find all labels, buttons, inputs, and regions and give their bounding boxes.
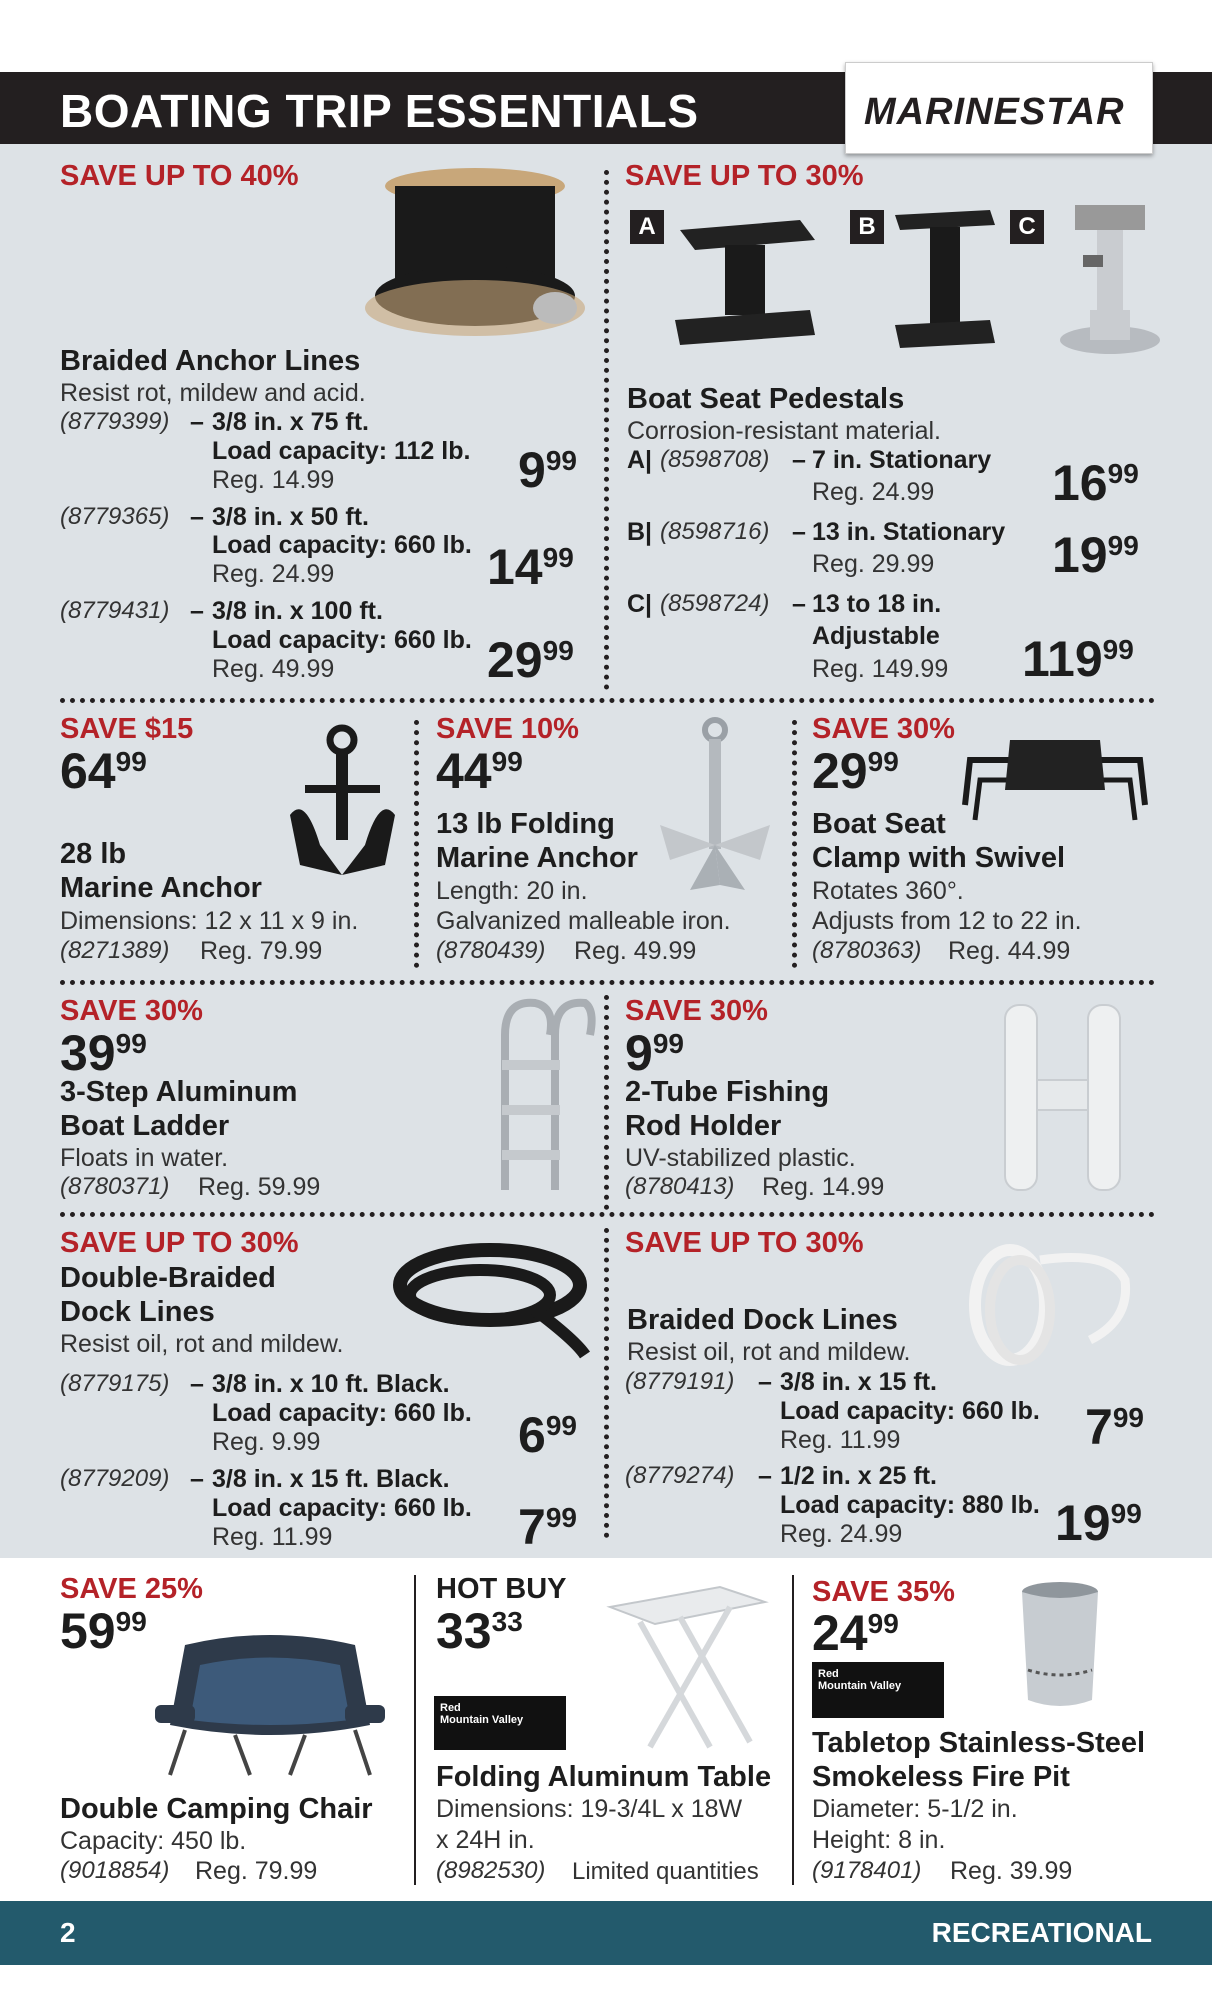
save-badge: SAVE 30% [812,713,955,745]
save-badge: SAVE 30% [625,995,768,1027]
product-name: 2-Tube Fishing [625,1076,830,1108]
sku: (8780439) [436,937,546,964]
sku: (8779191) [625,1368,735,1395]
option-capacity: Load capacity: 112 lb. [212,437,471,465]
product-name-line2: Marine Anchor [436,842,638,874]
product-description: Diameter: 5-1/2 in. [812,1795,1018,1823]
brand-logo-line1: Red [440,1702,461,1714]
divider [792,1575,794,1885]
product-name-line2: Smokeless Fire Pit [812,1761,1070,1793]
sale-price: $29^{99}$ [487,632,574,688]
dash: – [792,446,806,474]
sku: (8779431) [60,597,170,624]
regular-price: Reg. 44.99 [948,937,1071,965]
dash: – [190,1465,204,1493]
product-description: Length: 20 in. [436,877,588,905]
dash: – [190,597,204,625]
save-badge: SAVE UP TO 40% [60,160,299,192]
product-description: Dimensions: 12 x 11 x 9 in. [60,907,359,935]
sale-price: $39^{99}$ [60,1025,147,1081]
page-footer [0,1901,1212,1965]
option-size: 13 in. Stationary [812,518,1006,546]
sku: (9178401) [812,1857,922,1884]
regular-price: Reg. 24.99 [212,560,335,588]
product-description: Floats in water. [60,1144,229,1172]
divider [604,995,609,1210]
option-capacity: Load capacity: 660 lb. [212,531,472,559]
dash: – [758,1368,772,1396]
regular-price: Reg. 29.99 [812,550,935,578]
product-name-line2: Marine Anchor [60,872,262,904]
dash: – [758,1462,772,1490]
option-b-label: B [850,210,884,244]
product-description-line2: Galvanized malleable iron. [436,907,731,935]
option-a-label: A [630,210,664,244]
product-description-line2: x 24H in. [436,1826,535,1854]
sku: (8982530) [436,1857,546,1884]
divider [60,698,1155,703]
divider [792,720,797,968]
option-size: 3/8 in. x 15 ft. [780,1368,938,1396]
regular-price: Reg. 14.99 [212,466,335,494]
product-name: 28 lb [60,838,127,870]
brand-logo-red-mountain-valley [812,1662,944,1718]
option-size: 3/8 in. x 15 ft. Black. [212,1465,450,1493]
product-name: Double Camping Chair [60,1793,373,1825]
sku: (8780371) [60,1173,170,1200]
save-badge: SAVE 25% [60,1573,203,1605]
product-name-line2: Clamp with Swivel [812,842,1065,874]
option-size: 7 in. Stationary [812,446,992,474]
rod-holder-image [1000,1000,1130,1195]
product-name-line2: Dock Lines [60,1296,215,1328]
regular-price: Reg. 39.99 [950,1857,1073,1885]
save-badge: SAVE 30% [60,995,203,1027]
hot-buy-badge: HOT BUY [436,1573,567,1605]
dash: – [190,408,204,436]
sale-price: $7^{99}$ [518,1499,577,1555]
product-name: Double-Braided [60,1262,276,1294]
page-number: 2 [60,1917,76,1948]
sale-price: $29^{99}$ [812,743,899,799]
product-description: UV-stabilized plastic. [625,1144,856,1172]
divider [414,720,419,968]
product-name: Braided Anchor Lines [60,345,361,377]
divider [60,1212,1155,1217]
option-size-line2: Adjustable [812,622,940,650]
sale-price: $59^{99}$ [60,1603,147,1659]
sale-price: $33^{33}$ [436,1603,523,1659]
dash: – [190,1370,204,1398]
sku: (9018854) [60,1857,170,1884]
product-description: Resist oil, rot and mildew. [627,1338,911,1366]
sale-price: $9^{99}$ [518,442,577,498]
option-size: 13 to 18 in. [812,590,942,618]
product-description: Capacity: 450 lb. [60,1827,247,1855]
product-description: Resist rot, mildew and acid. [60,379,366,407]
sale-price: $19^{99}$ [1052,527,1139,583]
sale-price: $24^{99}$ [812,1605,899,1661]
sku: (8598708) [660,446,770,473]
sale-price: $6^{99}$ [518,1407,577,1463]
save-badge: SAVE 35% [812,1576,955,1608]
pedestal-c-image [1055,200,1165,360]
pedestal-a-image [670,210,820,350]
option-capacity: Load capacity: 880 lb. [780,1491,1040,1519]
regular-price: Reg. 24.99 [780,1520,903,1548]
anchor-line-spool-image [365,168,595,338]
brand-logo [845,62,1153,154]
boat-ladder-image [480,995,595,1195]
product-name: 13 lb Folding [436,808,615,840]
seat-clamp-image [955,735,1155,830]
sku: (8598724) [660,590,770,617]
product-name: Boat Seat Pedestals [627,383,905,415]
sale-price: $14^{99}$ [487,539,574,595]
dash: – [190,503,204,531]
product-description: Corrosion-resistant material. [627,417,941,445]
option-size: 3/8 in. x 100 ft. [212,597,383,625]
sale-price: $16^{99}$ [1052,455,1139,511]
sale-price: $44^{99}$ [436,743,523,799]
save-badge: SAVE UP TO 30% [60,1227,299,1259]
regular-price: Reg. 149.99 [812,655,949,683]
folding-anchor-image [650,715,780,895]
sale-price: $19^{99}$ [1055,1495,1142,1551]
regular-price: Reg. 79.99 [195,1857,318,1885]
brand-logo-red-mountain-valley [434,1696,566,1750]
sale-price: $119^{99}$ [1022,631,1134,687]
sku: (8779365) [60,503,170,530]
divider [60,980,1155,985]
regular-price: Reg. 14.99 [762,1173,885,1201]
marine-anchor-image [280,725,405,895]
product-description: Resist oil, rot and mildew. [60,1330,344,1358]
product-name: 3-Step Aluminum [60,1076,298,1108]
sale-price: $9^{99}$ [625,1025,684,1081]
option-capacity: Load capacity: 660 lb. [212,1494,472,1522]
sku: (8779399) [60,408,170,435]
option-c-label: C [1010,210,1044,244]
option-size: 3/8 in. x 10 ft. Black. [212,1370,450,1398]
brand-logo-text: MARINESTAR [864,91,1125,133]
product-description-line2: Height: 8 in. [812,1826,946,1854]
product-name: Boat Seat [812,808,946,840]
product-description: Dimensions: 19-3/4L x 18W [436,1795,743,1823]
sale-price: $7^{99}$ [1085,1399,1144,1455]
sku: (8779175) [60,1370,170,1397]
double-dock-line-image [385,1230,595,1360]
dash: – [792,590,806,618]
product-name: Tabletop Stainless-Steel [812,1727,1146,1759]
option-capacity: Load capacity: 660 lb. [212,1399,472,1427]
page-title: BOATING TRIP ESSENTIALS [60,85,699,137]
product-name: Braided Dock Lines [627,1304,898,1336]
folding-table-image [600,1582,770,1752]
brand-logo-line1: Red [818,1668,839,1680]
regular-price: Reg. 49.99 [212,655,335,683]
option-capacity: Load capacity: 660 lb. [780,1397,1040,1425]
product-name: Folding Aluminum Table [436,1761,772,1793]
option-size: 3/8 in. x 75 ft. [212,408,370,436]
sku: (8271389) [60,937,170,964]
regular-price: Reg. 9.99 [212,1428,321,1456]
fire-pit-image [1010,1580,1110,1715]
option-letter: B| [627,518,653,546]
camping-chair-image [155,1630,385,1780]
regular-price: Reg. 49.99 [574,937,697,965]
sku: (8780413) [625,1173,735,1200]
product-description-line2: Adjusts from 12 to 22 in. [812,907,1082,935]
product-name-line2: Rod Holder [625,1110,782,1142]
divider [604,170,609,690]
regular-price: Reg. 11.99 [780,1426,901,1454]
sku: (8780363) [812,937,922,964]
option-capacity: Load capacity: 660 lb. [212,626,472,654]
sku: (8779209) [60,1465,170,1492]
sku: (8598716) [660,518,770,545]
regular-price: Reg. 79.99 [200,937,323,965]
regular-price: Reg. 24.99 [812,478,935,506]
dash: – [792,518,806,546]
sku: (8779274) [625,1462,735,1489]
sale-price: $64^{99}$ [60,743,147,799]
regular-price: Reg. 11.99 [212,1523,333,1551]
save-badge: SAVE $15 [60,713,194,745]
limited-quantities-note: Limited quantities [572,1858,759,1885]
braided-dock-line-image [960,1240,1135,1380]
product-description: Rotates 360°. [812,877,964,905]
option-letter: A| [627,446,653,474]
option-size: 3/8 in. x 50 ft. [212,503,370,531]
pedestal-b-image [890,205,1000,355]
brand-logo-line2: Mountain Valley [818,1680,902,1692]
product-name-line2: Boat Ladder [60,1110,230,1142]
brand-logo-line2: Mountain Valley [440,1714,524,1726]
regular-price: Reg. 59.99 [198,1173,321,1201]
option-size: 1/2 in. x 25 ft. [780,1462,938,1490]
section-label: RECREATIONAL [931,1917,1152,1948]
divider [604,1228,609,1538]
save-badge: SAVE UP TO 30% [625,160,864,192]
save-badge: SAVE 10% [436,713,579,745]
option-letter: C| [627,590,653,618]
save-badge: SAVE UP TO 30% [625,1227,864,1259]
divider [414,1575,416,1885]
